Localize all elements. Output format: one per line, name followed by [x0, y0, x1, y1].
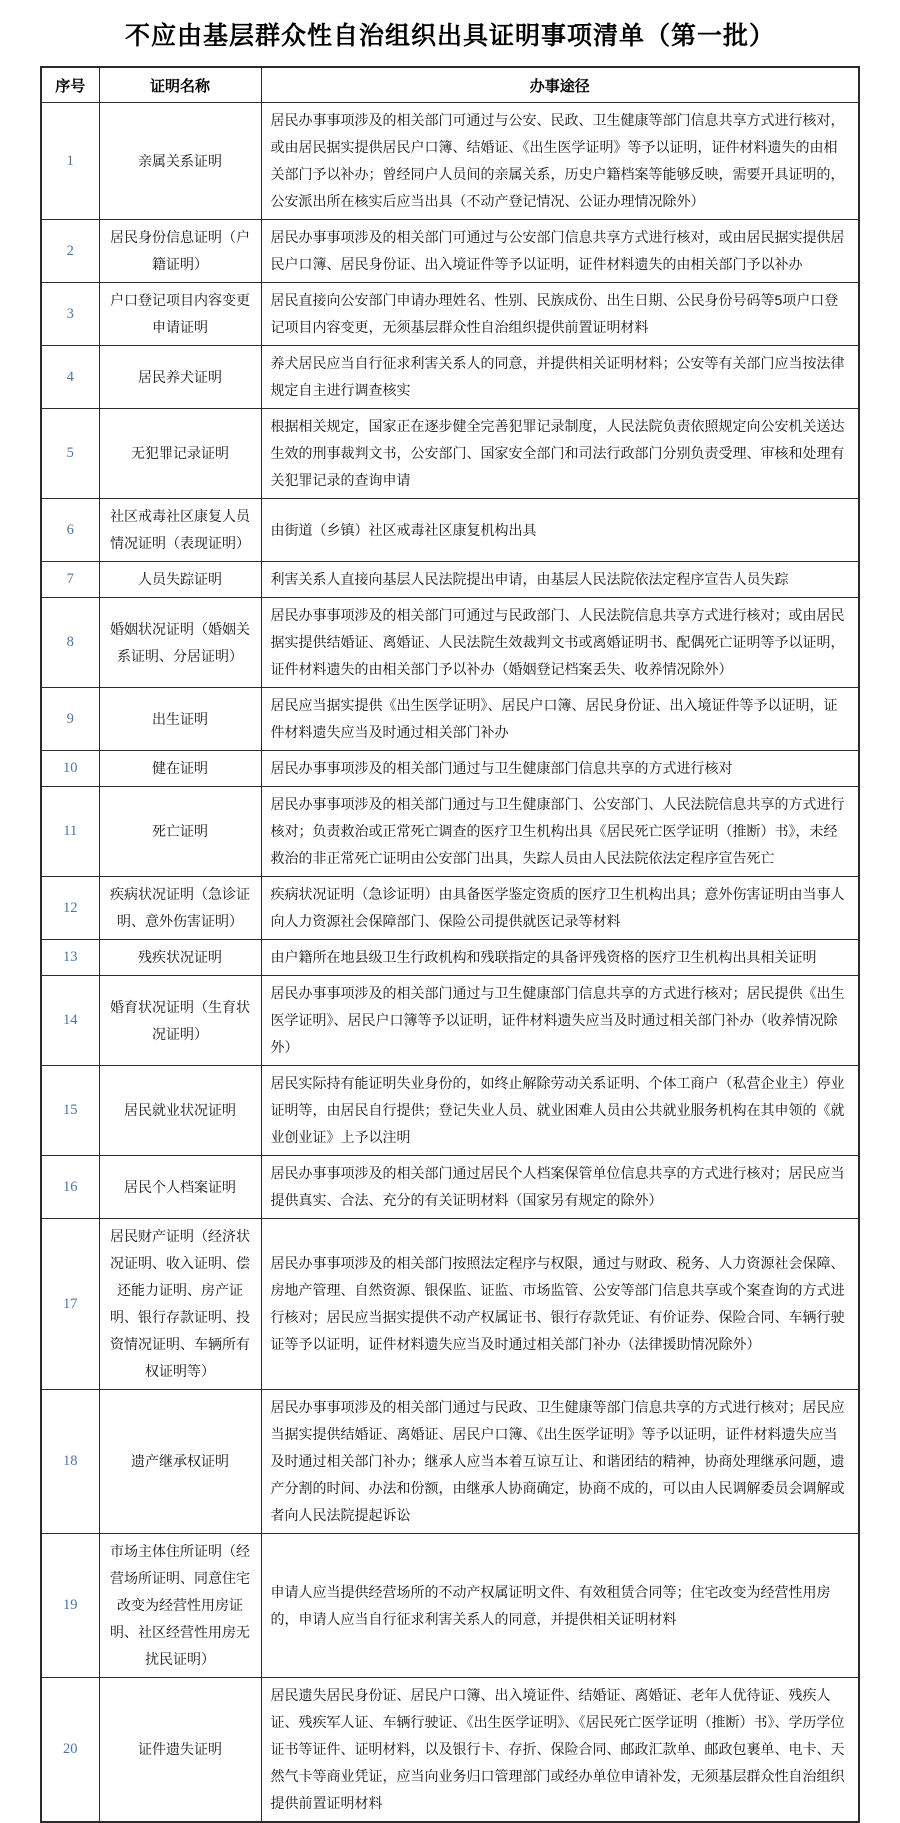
handling-method: 由街道（乡镇）社区戒毒社区康复机构出具 — [261, 499, 859, 562]
table-row — [41, 1219, 859, 1390]
table-row — [41, 940, 859, 976]
table-row — [41, 562, 859, 598]
certificate-name: 死亡证明 — [99, 787, 261, 877]
handling-method: 居民办事事项涉及的相关部门通过与民政、卫生健康等部门信息共享的方式进行核对；居民应当据实提供结婚证、离婚证、居民户口簿、《出生医学证明》等予以证明，证件材料遗失应当及时通过相关部门补办；继承人应当本着互谅互让、和谐团结的精神，协商处理继承问题，遗产分割的时间、办法和份额，由继承人协商确定，协商不成的，可以由人民调解委员会调解或者向人民法院提起诉讼 — [261, 1390, 859, 1534]
certificate-name: 社区戒毒社区康复人员情况证明（表现证明） — [99, 499, 261, 562]
handling-method: 居民实际持有能证明失业身份的，如终止解除劳动关系证明、个体工商户（私营企业主）停业证明等，由居民自行提供；登记失业人员、就业困难人员由公共就业服务机构在其申领的《就业创业证》上予以注明 — [261, 1066, 859, 1156]
handling-method: 居民办事事项涉及的相关部门通过居民个人档案保管单位信息共享的方式进行核对；居民应当提供真实、合法、充分的有关证明材料（国家另有规定的除外） — [261, 1156, 859, 1219]
handling-method: 由户籍所在地县级卫生行政机构和残联指定的具备评残资格的医疗卫生机构出具相关证明 — [261, 940, 859, 976]
row-number: 12 — [41, 877, 99, 940]
table-row — [41, 877, 859, 940]
handling-method: 居民办事事项涉及的相关部门通过与卫生健康部门、公安部门、人民法院信息共享的方式进行核对；负责救治或正常死亡调查的医疗卫生机构出具《居民死亡医学证明（推断）书》，未经救治的非正常死亡证明由公安部门出具，失踪人员由人民法院依法定程序宣告死亡 — [261, 787, 859, 877]
row-number: 5 — [41, 409, 99, 499]
row-number: 6 — [41, 499, 99, 562]
handling-method: 居民办事事项涉及的相关部门按照法定程序与权限，通过与财政、税务、人力资源社会保障、房地产管理、自然资源、银保监、证监、市场监管、公安等部门信息共享或个案查询的方式进行核对；居民应当据实提供不动产权属证书、银行存款凭证、有价证券、保险合同、车辆行驶证等予以证明，证件材料遗失应当及时通过相关部门补办（法律援助情况除外） — [261, 1219, 859, 1390]
table-row — [41, 1390, 859, 1534]
table-row — [41, 976, 859, 1066]
row-number: 16 — [41, 1156, 99, 1219]
table-row — [41, 598, 859, 688]
handling-method: 居民办事事项涉及的相关部门通过与卫生健康部门信息共享的方式进行核对；居民提供《出生医学证明》、居民户口簿等予以证明，证件材料遗失应当及时通过相关部门补办（收养情况除外） — [261, 976, 859, 1066]
certificate-name: 疾病状况证明（急诊证明、意外伤害证明） — [99, 877, 261, 940]
table-row — [41, 751, 859, 787]
handling-method: 居民办事事项涉及的相关部门通过与卫生健康部门信息共享的方式进行核对 — [261, 751, 859, 787]
row-number: 20 — [41, 1678, 99, 1823]
certificate-name: 居民就业状况证明 — [99, 1066, 261, 1156]
handling-method: 居民办事事项涉及的相关部门可通过与公安、民政、卫生健康等部门信息共享方式进行核对，或由居民据实提供居民户口簿、结婚证、《出生医学证明》等予以证明，证件材料遗失的由相关部门予以补办；曾经同户人员间的亲属关系，历史户籍档案等能够反映，需要开具证明的，公安派出所在核实后应当出具（不动产登记情况、公证办理情况除外） — [261, 103, 859, 220]
certificate-name: 健在证明 — [99, 751, 261, 787]
certificate-name: 出生证明 — [99, 688, 261, 751]
header-row — [41, 67, 859, 103]
handling-method: 居民办事事项涉及的相关部门可通过与公安部门信息共享方式进行核对，或由居民据实提供居民户口簿、居民身份证、出入境证件等予以证明，证件材料遗失的由相关部门予以补办 — [261, 220, 859, 283]
header-certificate-name: 证明名称 — [99, 67, 261, 103]
table-row — [41, 1534, 859, 1678]
row-number: 1 — [41, 103, 99, 220]
certificate-name: 证件遗失证明 — [99, 1678, 261, 1823]
table-row — [41, 499, 859, 562]
certificate-name: 亲属关系证明 — [99, 103, 261, 220]
header-serial-number: 序号 — [41, 67, 99, 103]
handling-method: 养犬居民应当自行征求利害关系人的同意，并提供相关证明材料；公安等有关部门应当按法律规定自主进行调查核实 — [261, 346, 859, 409]
certificate-name: 户口登记项目内容变更申请证明 — [99, 283, 261, 346]
row-number: 7 — [41, 562, 99, 598]
certificate-name: 残疾状况证明 — [99, 940, 261, 976]
certificate-name: 居民财产证明（经济状况证明、收入证明、偿还能力证明、房产证明、银行存款证明、投资情况证明、车辆所有权证明等） — [99, 1219, 261, 1390]
row-number: 2 — [41, 220, 99, 283]
table-row — [41, 1678, 859, 1823]
table-row — [41, 283, 859, 346]
table-row — [41, 346, 859, 409]
certificate-name: 人员失踪证明 — [99, 562, 261, 598]
row-number: 15 — [41, 1066, 99, 1156]
row-number: 13 — [41, 940, 99, 976]
row-number: 19 — [41, 1534, 99, 1678]
certificate-name: 婚育状况证明（生育状况证明） — [99, 976, 261, 1066]
table-row — [41, 688, 859, 751]
handling-method: 申请人应当提供经营场所的不动产权属证明文件、有效租赁合同等；住宅改变为经营性用房的，申请人应当自行征求利害关系人的同意，并提供相关证明材料 — [261, 1534, 859, 1678]
certificate-name: 居民身份信息证明（户籍证明） — [99, 220, 261, 283]
row-number: 10 — [41, 751, 99, 787]
handling-method: 居民办事事项涉及的相关部门可通过与民政部门、人民法院信息共享方式进行核对；或由居民据实提供结婚证、离婚证、人民法院生效裁判文书或离婚证明书、配偶死亡证明等予以证明，证件材料遗失的由相关部门予以补办（婚姻登记档案丢失、收养情况除外） — [261, 598, 859, 688]
certificate-name: 无犯罪记录证明 — [99, 409, 261, 499]
certificate-name: 婚姻状况证明（婚姻关系证明、分居证明） — [99, 598, 261, 688]
header-handling-method: 办事途径 — [261, 67, 859, 103]
table-body — [41, 103, 859, 1823]
table-row — [41, 103, 859, 220]
handling-method: 居民应当据实提供《出生医学证明》、居民户口簿、居民身份证、出入境证件等予以证明，证件材料遗失应当及时通过相关部门补办 — [261, 688, 859, 751]
row-number: 9 — [41, 688, 99, 751]
table-row — [41, 1156, 859, 1219]
page-title: 不应由基层群众性自治组织出具证明事项清单（第一批） — [124, 22, 775, 50]
row-number: 17 — [41, 1219, 99, 1390]
handling-method: 居民遗失居民身份证、居民户口簿、出入境证件、结婚证、离婚证、老年人优待证、残疾人证、残疾军人证、车辆行驶证、《出生医学证明》、《居民死亡医学证明（推断）书》、学历学位证书等证件、证明材料，以及银行卡、存折、保险合同、邮政汇款单、邮政包裹单、电卡、天然气卡等商业凭证，应当向业务归口管理部门或经办单位申请补发，无须基层群众性自治组织提供前置证明材料 — [261, 1678, 859, 1823]
row-number: 8 — [41, 598, 99, 688]
handling-method: 疾病状况证明（急诊证明）由具备医学鉴定资质的医疗卫生机构出具；意外伤害证明由当事人向人力资源社会保障部门、保险公司提供就医记录等材料 — [261, 877, 859, 940]
table-row — [41, 409, 859, 499]
handling-method: 利害关系人直接向基层人民法院提出申请，由基层人民法院依法定程序宣告人员失踪 — [261, 562, 859, 598]
certificate-name: 市场主体住所证明（经营场所证明、同意住宅改变为经营性用房证明、社区经营性用房无扰民证明） — [99, 1534, 261, 1678]
handling-method: 居民直接向公安部门申请办理姓名、性别、民族成份、出生日期、公民身份号码等5项户口登记项目内容变更，无须基层群众性自治组织提供前置证明材料 — [261, 283, 859, 346]
certificate-name: 居民养犬证明 — [99, 346, 261, 409]
table-row — [41, 787, 859, 877]
table-row — [41, 220, 859, 283]
handling-method: 根据相关规定，国家正在逐步健全完善犯罪记录制度，人民法院负责依照规定向公安机关送达生效的刑事裁判文书，公安部门、国家安全部门和司法行政部门分别负责受理、审核和处理有关犯罪记录的查询申请 — [261, 409, 859, 499]
certificate-name: 遗产继承权证明 — [99, 1390, 261, 1534]
row-number: 4 — [41, 346, 99, 409]
row-number: 14 — [41, 976, 99, 1066]
row-number: 18 — [41, 1390, 99, 1534]
certificate-name: 居民个人档案证明 — [99, 1156, 261, 1219]
table-row — [41, 1066, 859, 1156]
row-number: 3 — [41, 283, 99, 346]
row-number: 11 — [41, 787, 99, 877]
certificates-table — [40, 66, 860, 1823]
